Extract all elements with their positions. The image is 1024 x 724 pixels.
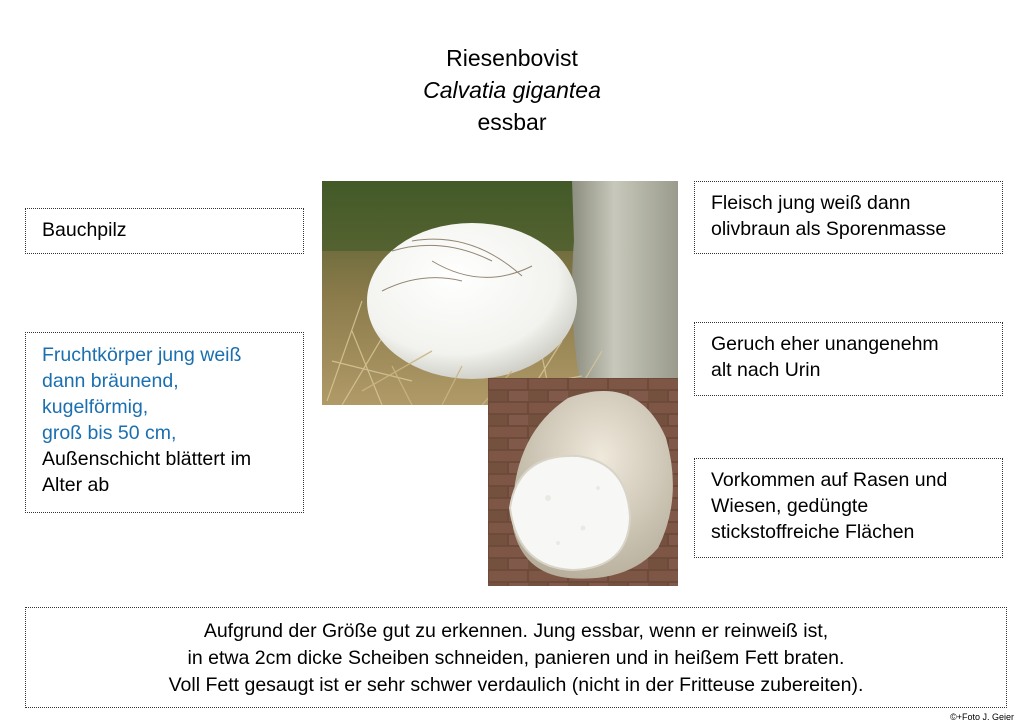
note-line: Voll Fett gesaugt ist er sehr schwer verdaulich (nicht in der Fritteuse zubereiten). xyxy=(168,674,864,696)
fruit-body-line: kugelförmig, xyxy=(42,396,149,418)
flesh-box xyxy=(694,181,1003,254)
habitat-box xyxy=(694,458,1003,558)
fruit-body-line: groß bis 50 cm, xyxy=(42,422,177,444)
fruit-body-line: Fruchtkörper jung weiß xyxy=(42,344,242,366)
common-name: Riesenbovist xyxy=(446,45,578,71)
smell-line: alt nach Urin xyxy=(711,359,821,381)
flesh-line: Fleisch jung weiß dann xyxy=(711,192,911,214)
note-line: Aufgrund der Größe gut zu erkennen. Jung essbar, wenn er reinweiß ist, xyxy=(203,620,829,642)
note-line: in etwa 2cm dicke Scheiben schneiden, panieren und in heißem Fett braten. xyxy=(187,647,845,669)
habitat-line: stickstoffreiche Flächen xyxy=(711,521,915,543)
fruit-body-box xyxy=(25,332,304,513)
habitat-line: Wiesen, gedüngte xyxy=(711,495,869,517)
latin-name: Calvatia gigantea xyxy=(423,77,601,103)
photo-credit: ©+Foto J. Geier xyxy=(950,712,1014,722)
puffball-photo-whole xyxy=(322,181,678,405)
preparation-note xyxy=(25,607,1007,708)
fruit-body-line: dann bräunend, xyxy=(42,370,179,392)
fruit-body-line: Alter ab xyxy=(42,474,110,496)
smell-box xyxy=(694,322,1003,396)
puffball-photo-cut xyxy=(488,378,678,586)
smell-line: Geruch eher unangenehm xyxy=(711,333,939,355)
type-box xyxy=(25,208,304,254)
fruit-body-line: Außenschicht blättert im xyxy=(42,448,252,470)
habitat-line: Vorkommen auf Rasen und xyxy=(711,469,948,491)
edibility: essbar xyxy=(477,109,547,135)
flesh-line: olivbraun als Sporenmasse xyxy=(711,218,947,240)
type-text: Bauchpilz xyxy=(42,219,127,241)
title-block xyxy=(312,42,712,138)
